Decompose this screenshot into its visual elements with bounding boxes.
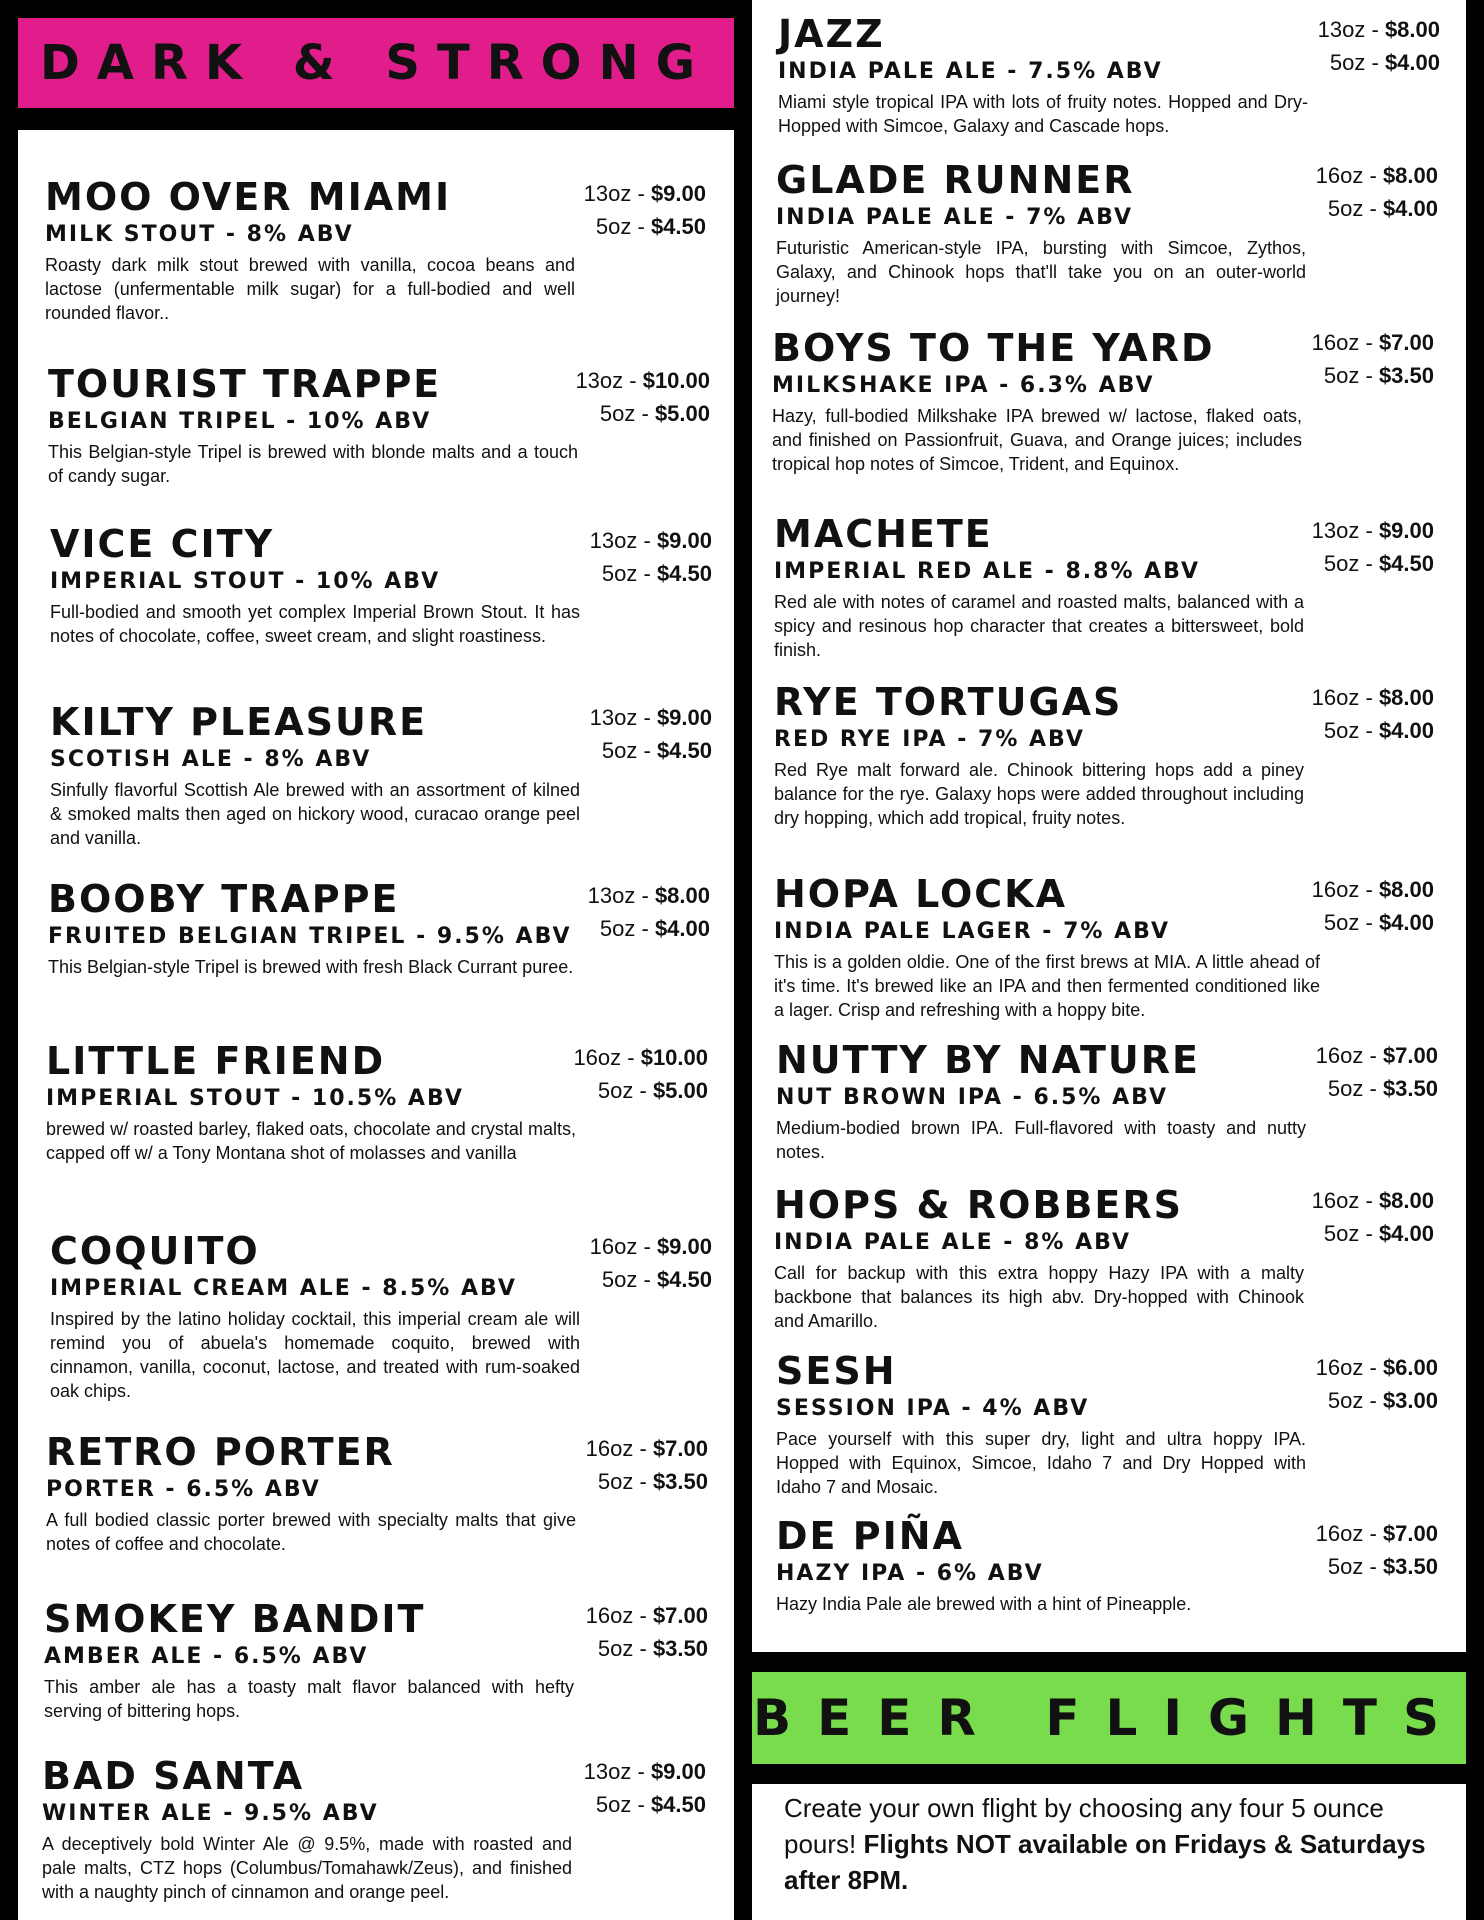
beer-item xyxy=(50,1229,580,1403)
price-value: $9.00 xyxy=(650,181,706,206)
price-value: $10.00 xyxy=(642,368,710,393)
size-label: 16oz - xyxy=(585,1603,653,1628)
price-value: $7.00 xyxy=(652,1603,708,1628)
beer-style: PORTER - 6.5% ABV xyxy=(46,1477,321,1502)
beer-description: Call for backup with this extra hoppy Hazy IPA with a malty backbone that balances its high abv. Dry-hopped with Chinook and Amarillo. xyxy=(774,1263,1304,1331)
size-label: 13oz - xyxy=(575,368,643,393)
beer-price xyxy=(1312,514,1434,580)
price-value: $7.00 xyxy=(1382,1043,1438,1068)
beer-price xyxy=(1312,326,1434,392)
beer-item xyxy=(774,1183,1304,1333)
beer-price xyxy=(1316,159,1438,225)
beer-style: FRUITED BELGIAN TRIPEL - 9.5% ABV xyxy=(48,924,572,949)
beer-style: AMBER ALE - 6.5% ABV xyxy=(44,1644,369,1669)
price-value: $8.00 xyxy=(1378,685,1434,710)
price-value: $6.00 xyxy=(1382,1355,1438,1380)
beer-description: Roasty dark milk stout brewed with vanilla, cocoa beans and lactose (unfermentable milk sugar) for a full-bodied and well rounded flavor.. xyxy=(45,255,575,323)
beer-style: INDIA PALE ALE - 7.5% ABV xyxy=(778,59,1163,84)
size-label: 5oz - xyxy=(601,1267,657,1292)
beer-description: Hazy India Pale ale brewed with a hint of Pineapple. xyxy=(776,1594,1192,1614)
price-value: $3.00 xyxy=(1382,1388,1438,1413)
beer-description: Futuristic American-style IPA, bursting with Simcoe, Zythos, Galaxy, and Chinook hops that'll take you on an outer-world journey! xyxy=(776,238,1306,306)
beer-name: TOURIST TRAPPE xyxy=(48,362,442,406)
beer-name: KILTY PLEASURE xyxy=(50,700,428,744)
size-label: 16oz - xyxy=(589,1234,657,1259)
beer-style: WINTER ALE - 9.5% ABV xyxy=(42,1801,379,1826)
beer-name: NUTTY BY NATURE xyxy=(776,1038,1201,1082)
size-label: 5oz - xyxy=(1327,1076,1383,1101)
size-label: 5oz - xyxy=(1327,196,1383,221)
price-value: $4.00 xyxy=(1378,718,1434,743)
beer-style: BELGIAN TRIPEL - 10% ABV xyxy=(48,409,432,434)
beer-style: SESSION IPA - 4% ABV xyxy=(776,1396,1090,1421)
dark-strong-title: DARK & STRONG xyxy=(39,35,713,91)
size-label: 16oz - xyxy=(1311,1188,1379,1213)
size-label: 5oz - xyxy=(1323,718,1379,743)
beer-price xyxy=(573,1041,708,1107)
size-label: 13oz - xyxy=(589,528,657,553)
size-label: 13oz - xyxy=(583,1759,651,1784)
beer-description: Pace yourself with this super dry, light and ultra hoppy IPA. Hopped with Equinox, Simcoe, Idaho 7 and Dry Hopped with Idaho 7 and Mosaic. xyxy=(776,1429,1306,1497)
beer-name: VICE CITY xyxy=(50,522,275,566)
beer-description: Miami style tropical IPA with lots of fruity notes. Hopped and Dry-Hopped with Simcoe, Galaxy and Cascade hops. xyxy=(778,92,1308,136)
price-value: $4.00 xyxy=(1382,196,1438,221)
size-label: 5oz - xyxy=(595,214,651,239)
beer-item xyxy=(776,1349,1306,1499)
beer-flights-text xyxy=(784,1790,1444,1898)
price-value: $3.50 xyxy=(652,1636,708,1661)
size-label: 5oz - xyxy=(595,1792,651,1817)
size-label: 16oz - xyxy=(1315,1521,1383,1546)
beer-style: IMPERIAL STOUT - 10% ABV xyxy=(50,569,441,594)
beer-description: This amber ale has a toasty malt flavor balanced with hefty serving of bittering hops. xyxy=(44,1677,574,1721)
size-label: 5oz - xyxy=(1329,50,1385,75)
beer-description: This Belgian-style Tripel is brewed with fresh Black Currant puree. xyxy=(48,957,574,977)
beer-description: Full-bodied and smooth yet complex Imperial Brown Stout. It has notes of chocolate, coffee, sweet cream, and slight roastiness. xyxy=(50,602,580,646)
price-value: $4.00 xyxy=(1378,1221,1434,1246)
beer-price xyxy=(590,1230,712,1296)
beer-item xyxy=(48,877,578,979)
size-label: 5oz - xyxy=(1323,1221,1379,1246)
beer-price xyxy=(590,524,712,590)
beer-item xyxy=(42,1754,572,1904)
price-value: $4.50 xyxy=(650,1792,706,1817)
beer-description: brewed w/ roasted barley, flaked oats, chocolate and crystal malts, capped off w/ a Tony Montana shot of molasses and vanilla xyxy=(46,1119,576,1163)
price-value: $9.00 xyxy=(650,1759,706,1784)
size-label: 5oz - xyxy=(1327,1554,1383,1579)
price-value: $9.00 xyxy=(1378,518,1434,543)
beer-item xyxy=(776,158,1306,308)
price-value: $4.50 xyxy=(1378,551,1434,576)
beer-style: NUT BROWN IPA - 6.5% ABV xyxy=(776,1085,1169,1110)
beer-item xyxy=(46,1430,576,1556)
price-value: $4.50 xyxy=(656,1267,712,1292)
beer-price xyxy=(575,364,710,430)
size-label: 13oz - xyxy=(583,181,651,206)
price-value: $9.00 xyxy=(656,1234,712,1259)
beer-price xyxy=(586,1599,708,1665)
price-value: $4.00 xyxy=(1384,50,1440,75)
beer-style: IMPERIAL CREAM ALE - 8.5% ABV xyxy=(50,1276,517,1301)
beer-price xyxy=(1312,1184,1434,1250)
size-label: 13oz - xyxy=(1317,17,1385,42)
beer-name: LITTLE FRIEND xyxy=(46,1039,386,1083)
dark-strong-header xyxy=(18,18,734,108)
price-value: $9.00 xyxy=(656,528,712,553)
beer-name: MOO OVER MIAMI xyxy=(45,175,452,219)
beer-name: BAD SANTA xyxy=(42,1754,305,1798)
beer-item xyxy=(774,680,1304,830)
size-label: 5oz - xyxy=(1323,910,1379,935)
beer-style: IMPERIAL RED ALE - 8.8% ABV xyxy=(774,559,1201,584)
price-value: $4.50 xyxy=(656,738,712,763)
beer-name: SMOKEY BANDIT xyxy=(44,1597,426,1641)
beer-item xyxy=(772,326,1302,476)
beer-item xyxy=(50,700,580,850)
size-label: 5oz - xyxy=(601,561,657,586)
beer-price xyxy=(586,1432,708,1498)
beer-price xyxy=(584,177,706,243)
beer-name: BOOBY TRAPPE xyxy=(48,877,400,921)
beer-name: RYE TORTUGAS xyxy=(774,680,1123,724)
size-label: 5oz - xyxy=(599,401,655,426)
beer-name: JAZZ xyxy=(778,12,885,56)
beer-flights-header xyxy=(752,1672,1466,1764)
size-label: 13oz - xyxy=(1311,518,1379,543)
price-value: $5.00 xyxy=(654,401,710,426)
flights-description: Create your own flight by choosing any four 5 ounce pours! xyxy=(784,1793,1384,1859)
beer-style: INDIA PALE LAGER - 7% ABV xyxy=(774,919,1171,944)
beer-description: Hazy, full-bodied Milkshake IPA brewed w/ lactose, flaked oats, and finished on Passionfruit, Guava, and Orange juices; includes tropical hop notes of Simcoe, Trident, and Equinox. xyxy=(772,406,1302,474)
beer-name: DE PIÑA xyxy=(776,1514,964,1558)
beer-item xyxy=(48,362,578,488)
beer-item xyxy=(774,512,1304,662)
beer-price xyxy=(1312,873,1434,939)
size-label: 16oz - xyxy=(1311,877,1379,902)
price-value: $3.50 xyxy=(652,1469,708,1494)
beer-style: HAZY IPA - 6% ABV xyxy=(776,1561,1044,1586)
price-value: $4.50 xyxy=(656,561,712,586)
size-label: 16oz - xyxy=(1311,330,1379,355)
beer-name: BOYS TO THE YARD xyxy=(772,326,1215,370)
size-label: 16oz - xyxy=(1315,163,1383,188)
price-value: $3.50 xyxy=(1378,363,1434,388)
beer-description: This Belgian-style Tripel is brewed with blonde malts and a touch of candy sugar. xyxy=(48,442,578,486)
beer-name: GLADE RUNNER xyxy=(776,158,1135,202)
beer-price xyxy=(590,701,712,767)
size-label: 16oz - xyxy=(585,1436,653,1461)
beer-style: INDIA PALE ALE - 8% ABV xyxy=(774,1230,1132,1255)
beer-price xyxy=(1316,1351,1438,1417)
price-value: $3.50 xyxy=(1382,1076,1438,1101)
beer-name: RETRO PORTER xyxy=(46,1430,395,1474)
beer-flights-title: BEER FLIGHTS xyxy=(753,1689,1465,1747)
beer-style: MILKSHAKE IPA - 6.3% ABV xyxy=(772,373,1155,398)
size-label: 16oz - xyxy=(1315,1355,1383,1380)
beer-style: MILK STOUT - 8% ABV xyxy=(45,222,354,247)
price-value: $7.00 xyxy=(652,1436,708,1461)
beer-description: A full bodied classic porter brewed with specialty malts that give notes of coffee and chocolate. xyxy=(46,1510,576,1554)
size-label: 13oz - xyxy=(589,705,657,730)
beer-name: HOPA LOCKA xyxy=(774,872,1068,916)
beer-item xyxy=(44,1597,574,1723)
beer-description: This is a golden oldie. One of the first brews at MIA. A little ahead of it's time. It's brewed like an IPA and then fermented conditioned like a lager. Crisp and refreshing with a hoppy bite. xyxy=(774,952,1320,1020)
beer-item xyxy=(778,12,1308,138)
beer-item xyxy=(776,1038,1306,1164)
price-value: $8.00 xyxy=(654,883,710,908)
price-value: $7.00 xyxy=(1382,1521,1438,1546)
beer-description: Red Rye malt forward ale. Chinook bittering hops add a piney balance for the rye. Galaxy hops were added throughout including dry hopping, which add tropical, fruity notes. xyxy=(774,760,1304,828)
size-label: 13oz - xyxy=(587,883,655,908)
price-value: $7.00 xyxy=(1378,330,1434,355)
size-label: 5oz - xyxy=(597,1636,653,1661)
beer-name: SESH xyxy=(776,1349,897,1393)
beer-description: Medium-bodied brown IPA. Full-flavored with toasty and nutty notes. xyxy=(776,1118,1306,1162)
beer-style: IMPERIAL STOUT - 10.5% ABV xyxy=(46,1086,464,1111)
beer-style: RED RYE IPA - 7% ABV xyxy=(774,727,1085,752)
beer-description: A deceptively bold Winter Ale @ 9.5%, made with roasted and pale malts, CTZ hops (Columbus/Tomahawk/Zeus), and finished with a naughty pinch of cinnamon and orange peel. xyxy=(42,1834,572,1902)
beer-item xyxy=(50,522,580,648)
beer-price xyxy=(1316,1039,1438,1105)
beer-description: Red ale with notes of caramel and roasted malts, balanced with a spicy and resinous hop character that creates a bittersweet, bold finish. xyxy=(774,592,1304,660)
price-value: $3.50 xyxy=(1382,1554,1438,1579)
beer-style: SCOTISH ALE - 8% ABV xyxy=(50,747,372,772)
beer-style: INDIA PALE ALE - 7% ABV xyxy=(776,205,1134,230)
price-value: $4.00 xyxy=(654,916,710,941)
size-label: 5oz - xyxy=(601,738,657,763)
beer-price xyxy=(1312,681,1434,747)
price-value: $8.00 xyxy=(1378,1188,1434,1213)
beer-item xyxy=(776,1514,1306,1616)
price-value: $9.00 xyxy=(656,705,712,730)
beer-description: Sinfully flavorful Scottish Ale brewed with an assortment of kilned & smoked malts then aged on hickory wood, curacao orange peel and vanilla. xyxy=(50,780,580,848)
beer-name: HOPS & ROBBERS xyxy=(774,1183,1184,1227)
size-label: 5oz - xyxy=(1327,1388,1383,1413)
beer-item xyxy=(45,175,575,325)
beer-name: COQUITO xyxy=(50,1229,260,1273)
price-value: $8.00 xyxy=(1378,877,1434,902)
beer-price xyxy=(588,879,710,945)
beer-item xyxy=(46,1039,576,1165)
beer-name: MACHETE xyxy=(774,512,993,556)
size-label: 5oz - xyxy=(597,1469,653,1494)
size-label: 16oz - xyxy=(573,1045,641,1070)
size-label: 5oz - xyxy=(599,916,655,941)
beer-price xyxy=(1316,1517,1438,1583)
beer-price xyxy=(584,1755,706,1821)
price-value: $4.00 xyxy=(1378,910,1434,935)
beer-description: Inspired by the latino holiday cocktail, this imperial cream ale will remind you of abuela's homemade coquito, brewed with cinnamon, vanilla, coconut, lactose, and treated with rum-soaked oak chips. xyxy=(50,1309,580,1401)
size-label: 5oz - xyxy=(597,1078,653,1103)
price-value: $8.00 xyxy=(1382,163,1438,188)
beer-price xyxy=(1318,13,1440,79)
price-value: $8.00 xyxy=(1384,17,1440,42)
beer-item xyxy=(774,872,1320,1022)
size-label: 5oz - xyxy=(1323,551,1379,576)
size-label: 16oz - xyxy=(1315,1043,1383,1068)
size-label: 16oz - xyxy=(1311,685,1379,710)
flights-note: Flights NOT available on Fridays & Saturdays after 8PM. xyxy=(784,1829,1426,1895)
price-value: $5.00 xyxy=(652,1078,708,1103)
price-value: $4.50 xyxy=(650,214,706,239)
size-label: 5oz - xyxy=(1323,363,1379,388)
price-value: $10.00 xyxy=(640,1045,708,1070)
